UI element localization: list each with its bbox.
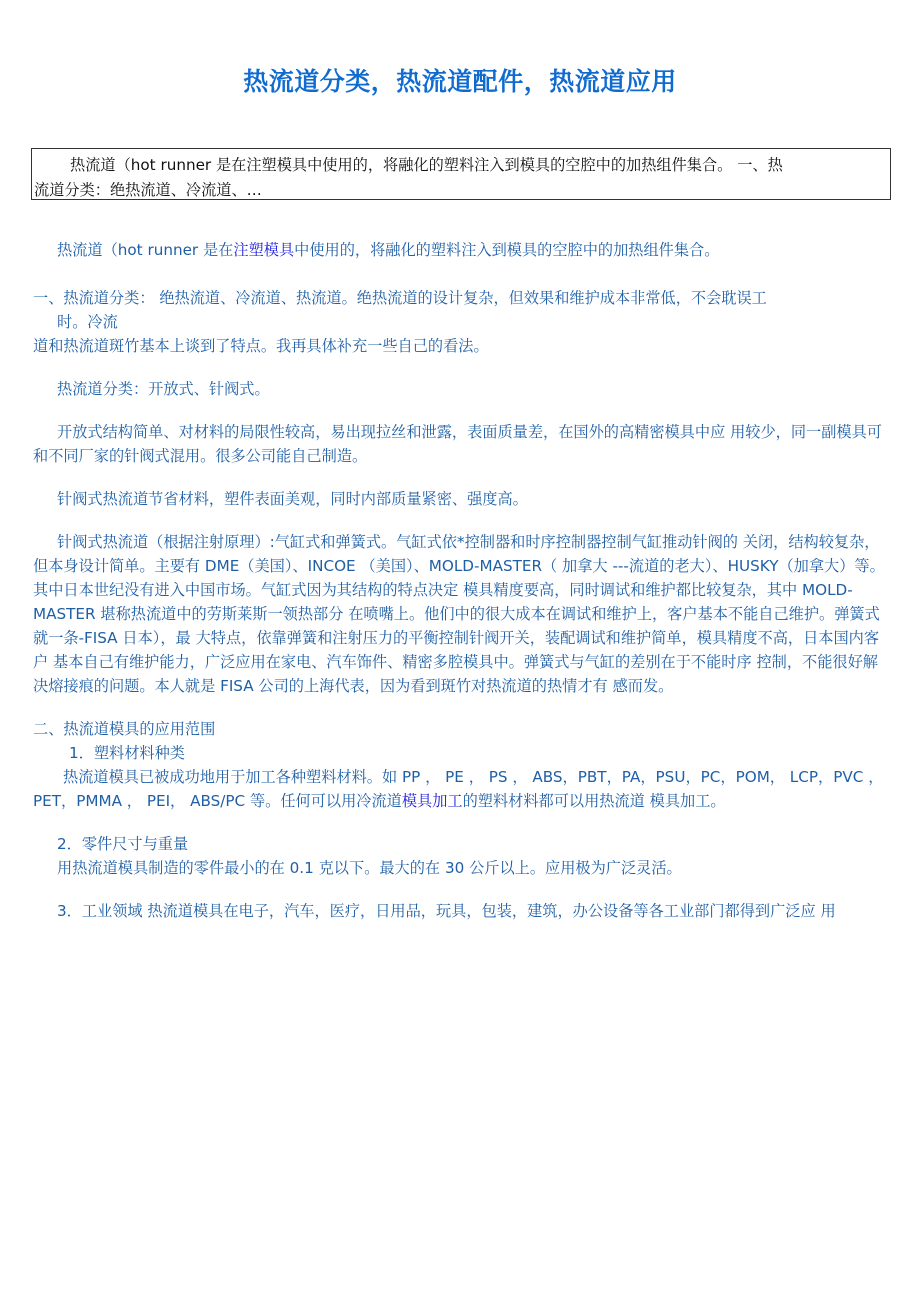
- materials-text-1: 热流道模具已被成功地用于加工各种塑料材料。如 PP ， PE ， PS ， ABS，PBT，PA，PSU，PC，POM， LCP，PVC ，PET，PMMA ， PEI， ABS/PC 等。任何可以用冷流道: [33, 768, 884, 810]
- open-type-paragraph: 开放式结构简单、对材料的局限性较高，易出现拉丝和泄露，表面质量差，在国外的高精密模具中应 用较少，同一副模具可和不同厂家的针阀式混用。很多公司能自己制造。: [33, 423, 882, 465]
- summary-line-1: 热流道（hot runner 是在注塑模具中使用的，将融化的塑料注入到模具的空腔中的加热组件集合。 一、热: [70, 156, 783, 174]
- article-body: [33, 238, 893, 923]
- size-weight-heading: 2．零件尺寸与重量: [57, 835, 189, 853]
- intro-paragraph: [33, 238, 893, 262]
- needle-valve-detail-paragraph: 针阀式热流道（根据注射原理）:气缸式和弹簧式。气缸式依*控制器和时序控制器控制气缸推动针阀的 关闭，结构较复杂，但本身设计简单。主要有 DME（美国）、INCOE （美国）、MOLD-MASTER（ 加拿大 ---流道的老大）、HUSKY（加拿大）等。其中日本世纪没有进入中国市场。气缸式因为其结构的特点决定 模具精度要高，同时调试和维护都比较复杂，其中 MOLD-MASTER 堪称热流道中的劳斯莱斯一领热部分 在喷嘴上。他们中的很大成本在调试和维护上，客户基本不能自己维护。弹簧式就一条-FISA 日本），最 大特点，依靠弹簧和注射压力的平衡控制针阀开关，装配调试和维护简单，模具精度不高，日本国内客户 基本自己有维护能力，广泛应用在家电、汽车饰件、精密多腔模具中。弹簧式与气缸的差别在于不能时序 控制，不能很好解决熔接痕的问题。本人就是 FISA 公司的上海代表，因为看到斑竹对热流道的热情才有 感而发。: [33, 533, 885, 695]
- section1-line-1: 一、热流道分类： 绝热流道、冷流道、热流道。绝热流道的设计复杂，但效果和维护成本非常低，不会耽误工: [33, 289, 767, 307]
- injection-mold-link[interactable]: 注塑模具: [233, 241, 295, 259]
- needle-valve-paragraph: 针阀式热流道节省材料，塑件表面美观，同时内部质量紧密、强度高。: [57, 490, 528, 508]
- section1-line-2: 时。冷流: [57, 313, 118, 331]
- section1-heading: [33, 286, 893, 358]
- materials-text-2: 的塑料材料都可以用热流道 模具加工。: [462, 792, 726, 810]
- page-title: 热流道分类，热流道配件，热流道应用: [243, 67, 677, 96]
- industry-paragraph: 3．工业领域 热流道模具在电子，汽车，医疗，日用品，玩具，包装，建筑，办公设备等各工业部门都得到广泛应 用: [57, 902, 836, 920]
- intro-text-1: 热流道（hot runner 是在: [57, 241, 234, 259]
- materials-paragraph: [33, 765, 893, 813]
- section1-line-3: 道和热流道斑竹基本上谈到了特点。我再具体补充一些自己的看法。: [33, 337, 489, 355]
- summary-line-2: 流道分类：绝热流道、冷流道、…: [34, 181, 262, 199]
- materials-heading: 1．塑料材料种类: [69, 744, 185, 762]
- size-weight-paragraph: 用热流道模具制造的零件最小的在 0.1 克以下。最大的在 30 公斤以上。应用极为广泛灵活。: [57, 859, 682, 877]
- summary-box: [31, 148, 891, 200]
- runner-types-paragraph: 热流道分类：开放式、针阀式。: [57, 380, 270, 398]
- mold-processing-link[interactable]: 模具加工: [401, 792, 463, 810]
- intro-text-2: 中使用的，将融化的塑料注入到模具的空腔中的加热组件集合。: [294, 241, 720, 259]
- section2-heading: 二、热流道模具的应用范围: [33, 720, 216, 738]
